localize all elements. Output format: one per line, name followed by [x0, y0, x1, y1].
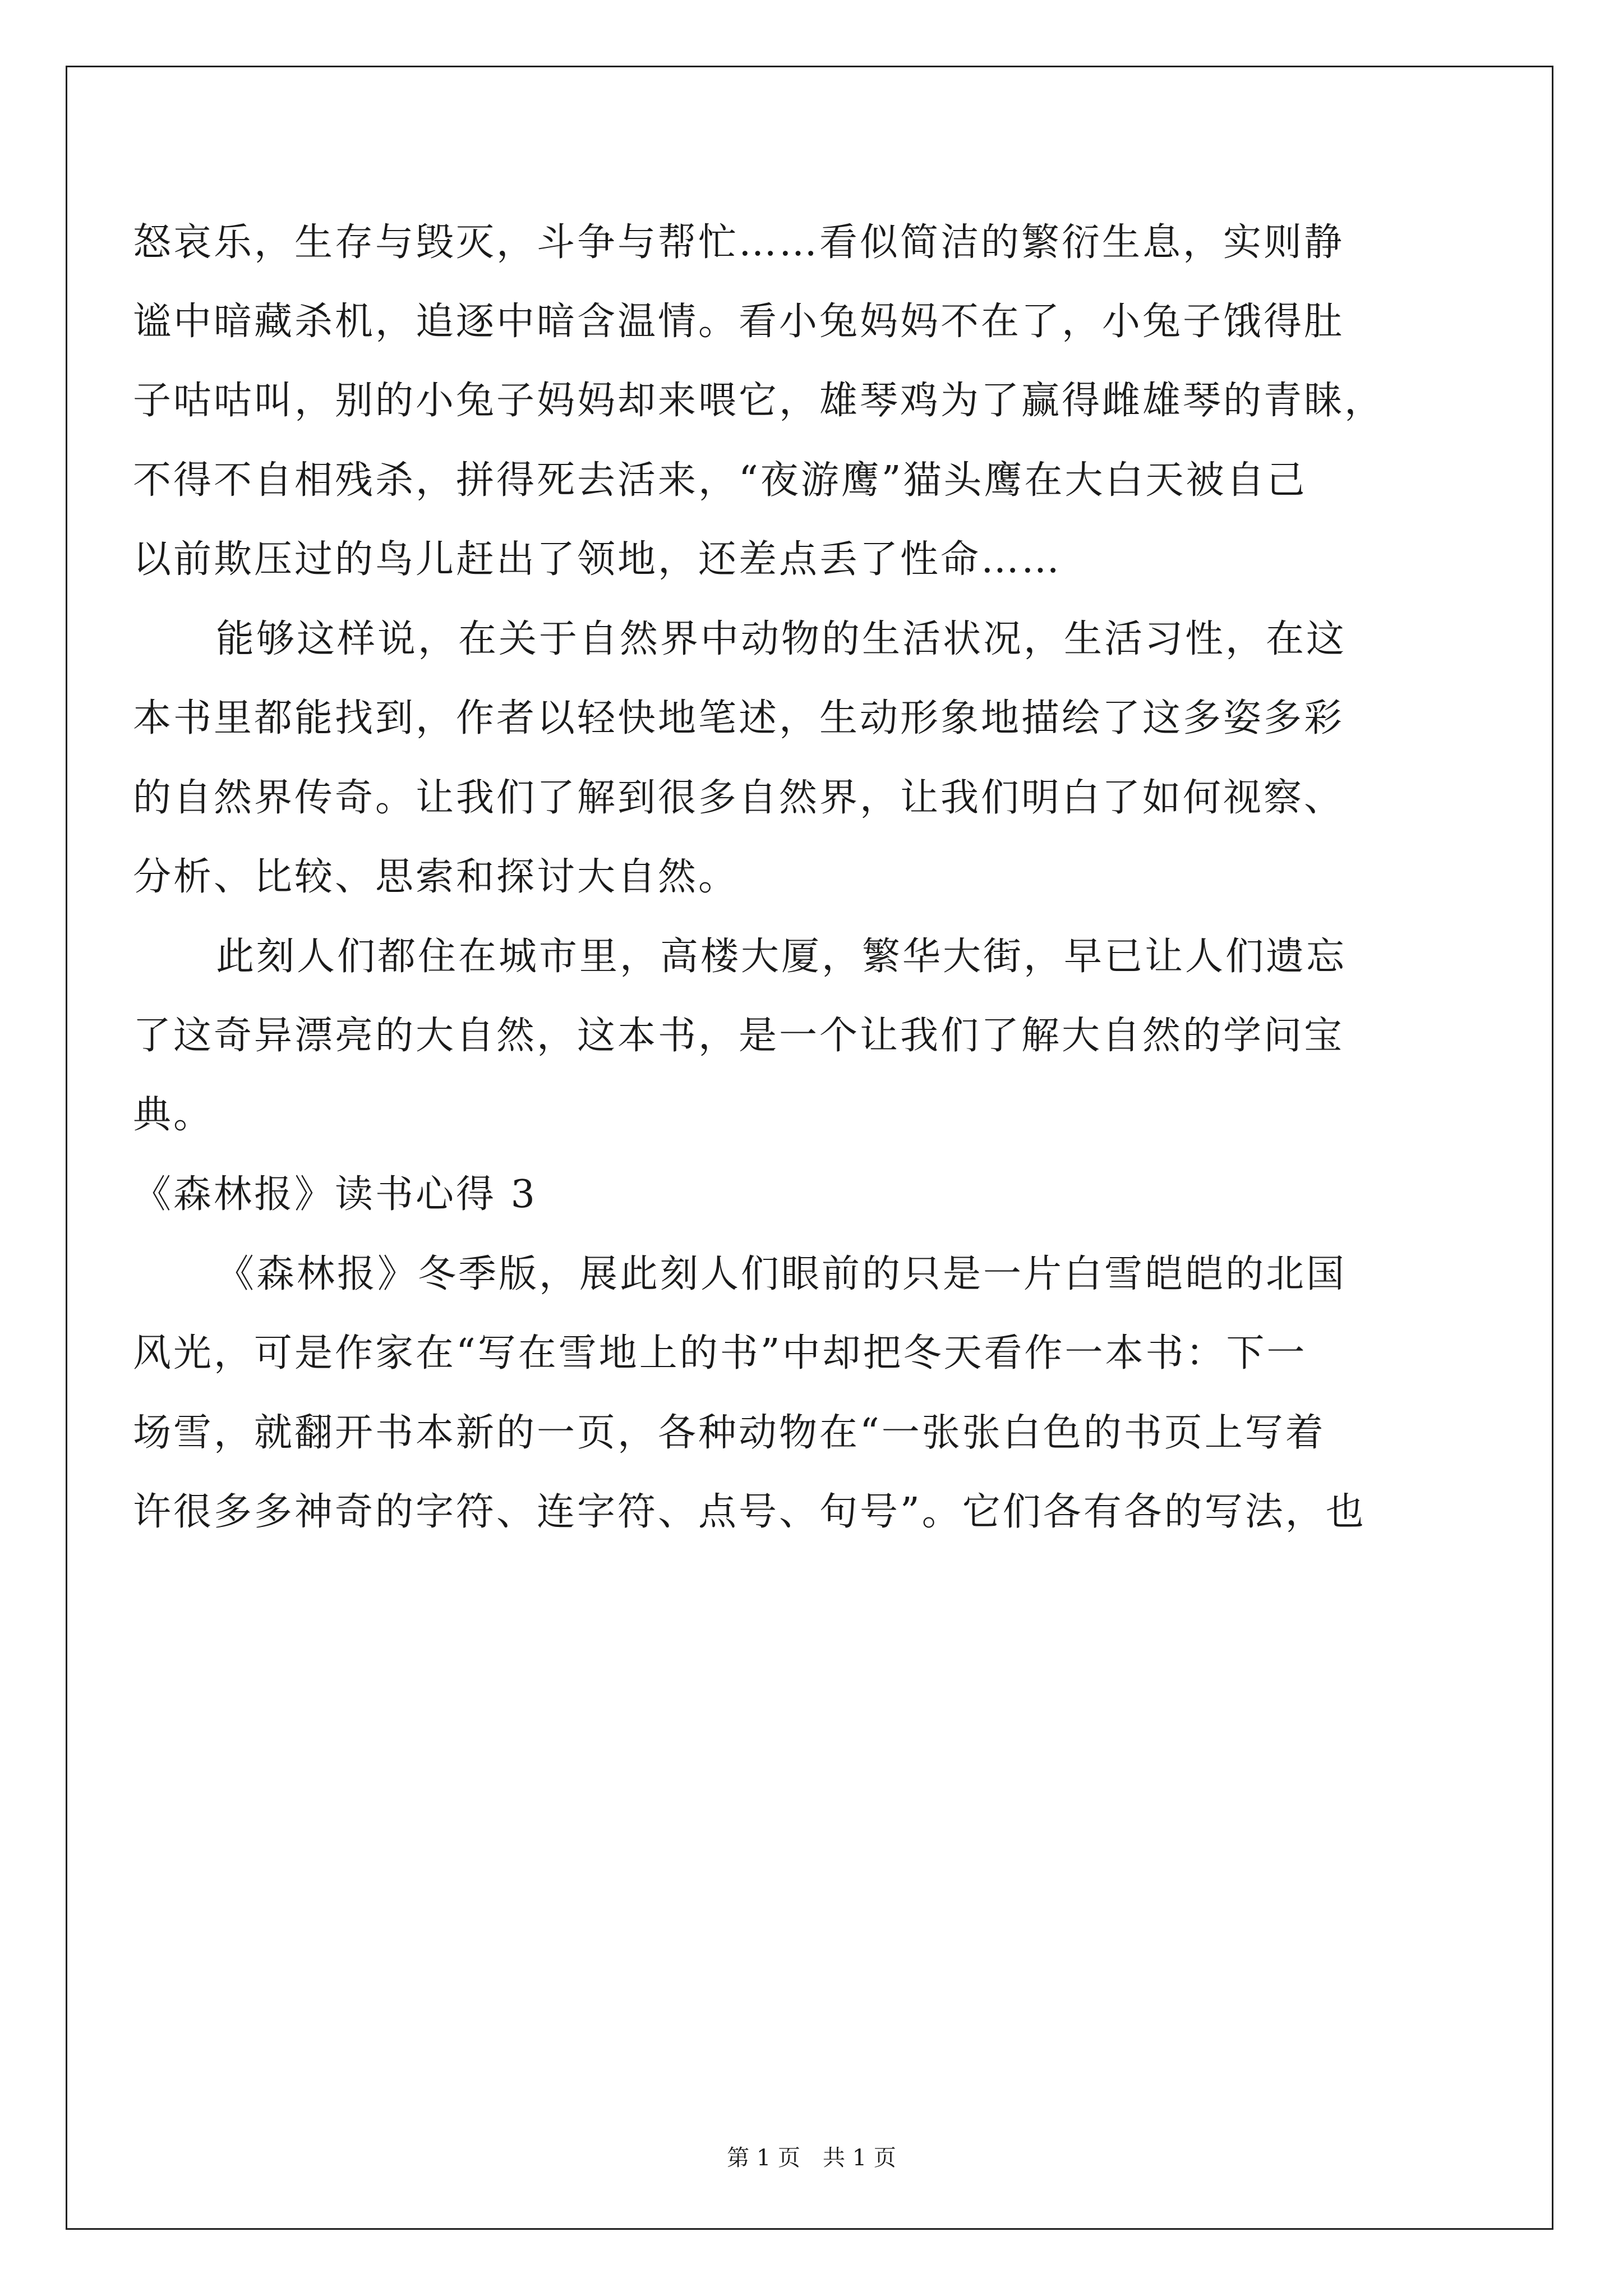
text-line: 怒哀乐，生存与毁灭，斗争与帮忙……看似简洁的繁衍生息，实则静	[133, 220, 1345, 265]
section-heading: 《森林报》读书心得 3	[133, 1172, 537, 1217]
text-line: 场雪，就翻开书本新的一页，各种动物在“一张张白色的书页上写着	[133, 1411, 1326, 1455]
text-line: 谧中暗藏杀机，追逐中暗含温情。看小兔妈妈不在了，小兔子饿得肚	[133, 300, 1345, 344]
text-line: 子咕咕叫，别的小兔子妈妈却来喂它，雄琴鸡为了赢得雌雄琴的青睐，	[133, 379, 1385, 423]
text-line: 了这奇异漂亮的大自然，这本书，是一个让我们了解大自然的学问宝	[133, 1014, 1345, 1058]
page-footer: 第 1 页 共 1 页	[727, 2145, 896, 2171]
text-line: 典。	[133, 1093, 214, 1137]
text-line: 分析、比较、思索和探讨大自然。	[133, 855, 739, 899]
text-line: 风光，可是作家在“写在雪地上的书”中却把冬天看作一本书：下一	[133, 1331, 1307, 1375]
text-line: 不得不自相残杀，拼得死去活来，“夜游鹰”猫头鹰在大白天被自己	[133, 458, 1307, 503]
paragraph-start-line: 《森林报》冬季版，展此刻人们眼前的只是一片白雪皑皑的北国	[216, 1252, 1347, 1296]
text-line: 本书里都能找到，作者以轻快地笔述，生动形象地描绘了这多姿多彩	[133, 696, 1345, 740]
paragraph-start-line: 能够这样说，在关于自然界中动物的生活状况，生活习性，在这	[216, 617, 1347, 661]
text-line: 许很多多神奇的字符、连字符、点号、句号”。它们各有各的写法，也	[133, 1490, 1366, 1534]
text-line: 以前欺压过的鸟儿赶出了领地，还差点丢了性命……	[133, 537, 1062, 582]
text-line: 的自然界传奇。让我们了解到很多自然界，让我们明白了如何视察、	[133, 776, 1345, 820]
paragraph-start-line: 此刻人们都住在城市里，高楼大厦，繁华大街，早已让人们遗忘	[216, 935, 1347, 979]
